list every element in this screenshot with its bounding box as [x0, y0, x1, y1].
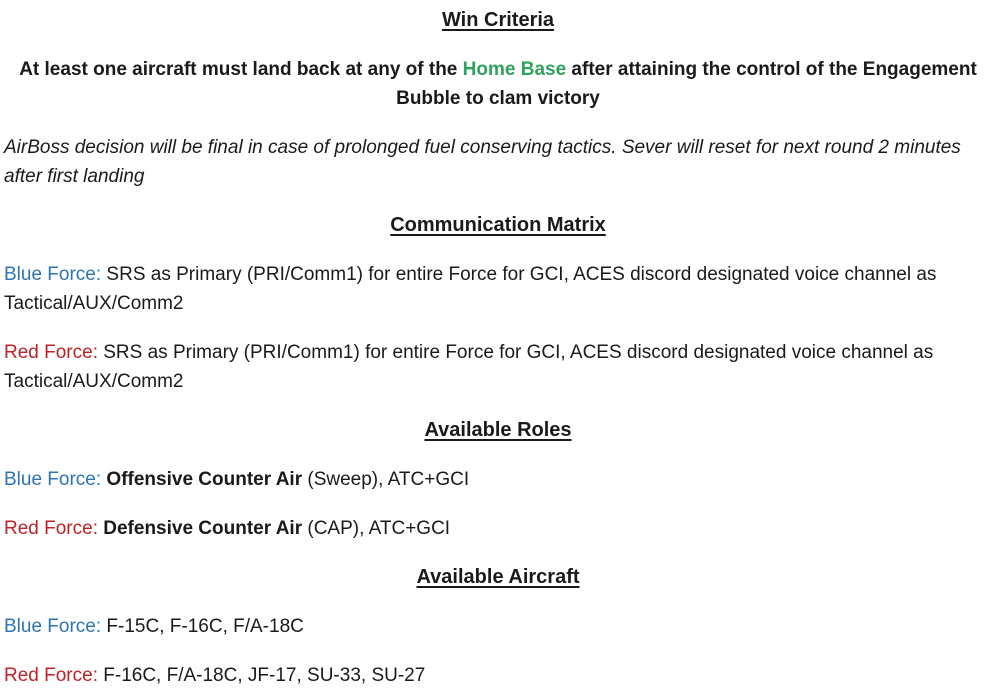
statement-pre: At least one aircraft must land back at any of the [19, 59, 463, 80]
blue-force-comm-line [4, 260, 992, 318]
red-force-comm-line [4, 338, 992, 396]
available-aircraft-heading: Available Aircraft [416, 566, 580, 588]
blue-force-role-bold: Offensive Counter Air [101, 469, 303, 490]
blue-force-comm-text: SRS as Primary (PRI/Comm1) for entire Force for GCI, ACES discord designated voice channel as Tactical/AUX/Comm2 [4, 264, 937, 314]
red-force-label: Red Force: [4, 342, 98, 363]
red-force-aircraft-text: F-16C, F/A-18C, JF-17, SU-33, SU-27 [97, 665, 426, 686]
win-criteria-statement [4, 55, 992, 113]
available-roles-heading: Available Roles [424, 419, 572, 441]
red-force-roles-line [4, 514, 992, 543]
blue-force-label: Blue Force: [4, 264, 102, 285]
red-force-role-bold: Defensive Counter Air [97, 518, 303, 539]
blue-force-label: Blue Force: [4, 616, 102, 637]
blue-force-aircraft-text: F-15C, F-16C, F/A-18C [101, 616, 304, 637]
blue-force-roles-line [4, 465, 992, 494]
win-criteria-heading: Win Criteria [441, 9, 555, 31]
blue-force-role-rest: (Sweep), ATC+GCI [302, 469, 470, 490]
red-force-label: Red Force: [4, 518, 98, 539]
statement-post: after attaining the control of the Engagement Bubble to clam victory [396, 59, 977, 109]
blue-force-label: Blue Force: [4, 469, 102, 490]
red-force-role-rest: (CAP), ATC+GCI [302, 518, 451, 539]
airboss-note: AirBoss decision will be final in case of prolonged fuel conserving tactics. Sever will reset for next round 2 minutes after first landing [4, 137, 961, 187]
red-force-comm-text: SRS as Primary (PRI/Comm1) for entire Force for GCI, ACES discord designated voice channel as Tactical/AUX/Comm2 [4, 342, 934, 392]
red-force-label: Red Force: [4, 665, 98, 686]
red-force-aircraft-line [4, 661, 992, 690]
communication-matrix-heading: Communication Matrix [390, 214, 606, 236]
blue-force-aircraft-line [4, 612, 992, 641]
home-base-highlight: Home Base [462, 59, 567, 80]
